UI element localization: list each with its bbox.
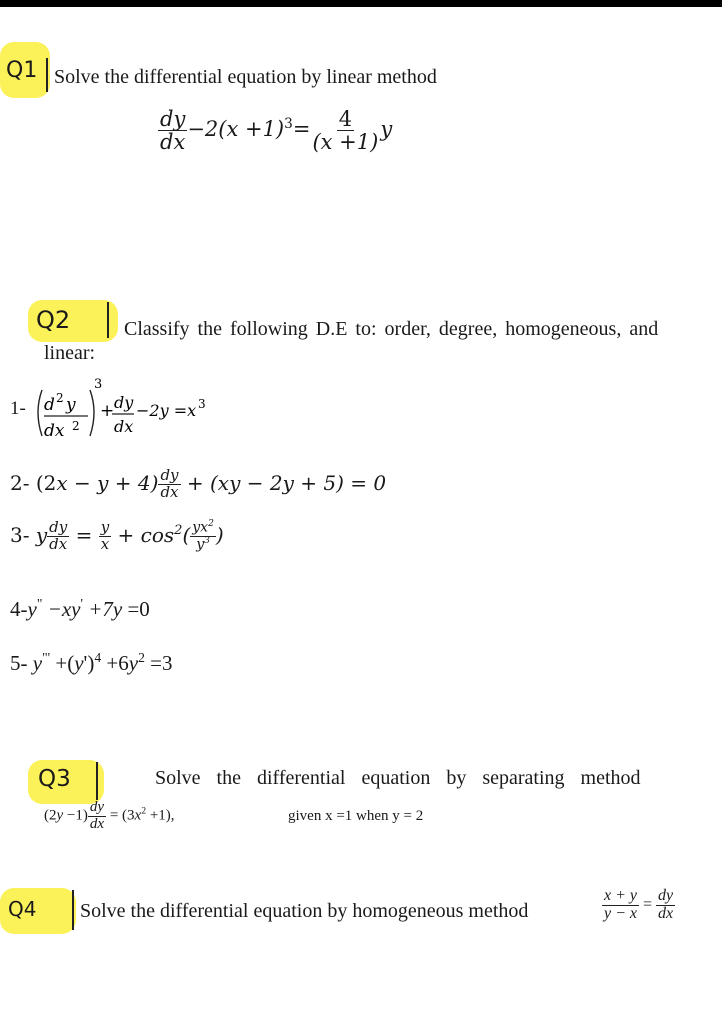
svg-text:−2y =x: −2y =x [136, 401, 197, 420]
q3-equation: (2y −1) $\frac{dy}{dx}$ = $(3x^2 +1)$, [44, 799, 175, 832]
q2-badge-bracket [107, 302, 109, 338]
svg-text:d: d [44, 395, 55, 415]
q4-instruction: Solve the differential equation by homogeneous method [80, 900, 529, 922]
q2-badge: Q2 [36, 306, 71, 334]
q1-badge: Q1 [6, 58, 38, 83]
svg-text:dx: dx [44, 421, 65, 441]
svg-text:3: 3 [198, 397, 206, 411]
q2-item-1 [10, 372, 310, 452]
q2-item-3: 3- y $\frac{dy}{dx}$ = $\frac{y}{x}$ + $\cos^2$( $\frac{yx^2}{y^3}$ ) [10, 518, 224, 553]
q3-instruction: Solve the differential equation by separating method [155, 767, 641, 789]
q3-badge-bracket [96, 762, 98, 800]
q2-instruction: Classify the following D.E to: order, degree, homogeneous, and [124, 318, 659, 340]
q1-dy: dy [160, 107, 186, 131]
top-border [0, 0, 722, 7]
svg-text:dy: dy [114, 393, 134, 412]
q2-item-4: 4-y" −xy' +7y =0 [10, 596, 150, 621]
q2-instruction-cont: linear: [44, 342, 96, 364]
svg-text:2: 2 [72, 419, 80, 433]
q4-equation: $\frac{x + y}{y - x}$ = $\frac{dy}{dx}$ [604, 887, 674, 922]
svg-text:3: 3 [94, 377, 103, 392]
q2-item-2: 2- (2x − y + 4) $\frac{dy}{dx}$ + (xy − 2y + 5) = 0 [10, 466, 387, 501]
q1-equation [158, 108, 392, 153]
q1-rhs-num: 4 [338, 107, 353, 131]
svg-text:+: + [100, 401, 115, 421]
q1-rhs-y: y [380, 117, 393, 142]
q1-lhs: −2(x +1) [187, 117, 285, 142]
q4-badge: Q4 [8, 897, 37, 921]
q2-item-5: 5- $y^{"'} +(y')^4 +6y^2 =3$ [10, 650, 173, 675]
q2-item-1-formula [30, 372, 230, 452]
q3-condition: given x =1 when y = 2 [288, 808, 424, 824]
svg-text:dx: dx [114, 417, 134, 436]
q2-item-4-number: 4- [10, 597, 28, 621]
svg-text:y: y [66, 395, 76, 415]
q1-dx: dx [160, 130, 186, 155]
q3-badge: Q3 [38, 766, 71, 792]
q2-item-1-number: 1- [10, 398, 26, 419]
q4-badge-bracket [72, 890, 74, 930]
q1-badge-bracket [46, 58, 48, 92]
svg-text:2: 2 [56, 391, 64, 405]
q1-instruction: Solve the differential equation by linear method [54, 66, 437, 88]
q1-eq-sign: = [292, 117, 311, 142]
q2-item-3-number: 3- [10, 522, 30, 547]
q1-rhs-den: (x +1) [312, 130, 379, 155]
q1-exp: 3 [284, 116, 293, 133]
q2-item-2-number: 2- [10, 470, 30, 495]
q2-item-5-number: 5- [10, 651, 28, 675]
